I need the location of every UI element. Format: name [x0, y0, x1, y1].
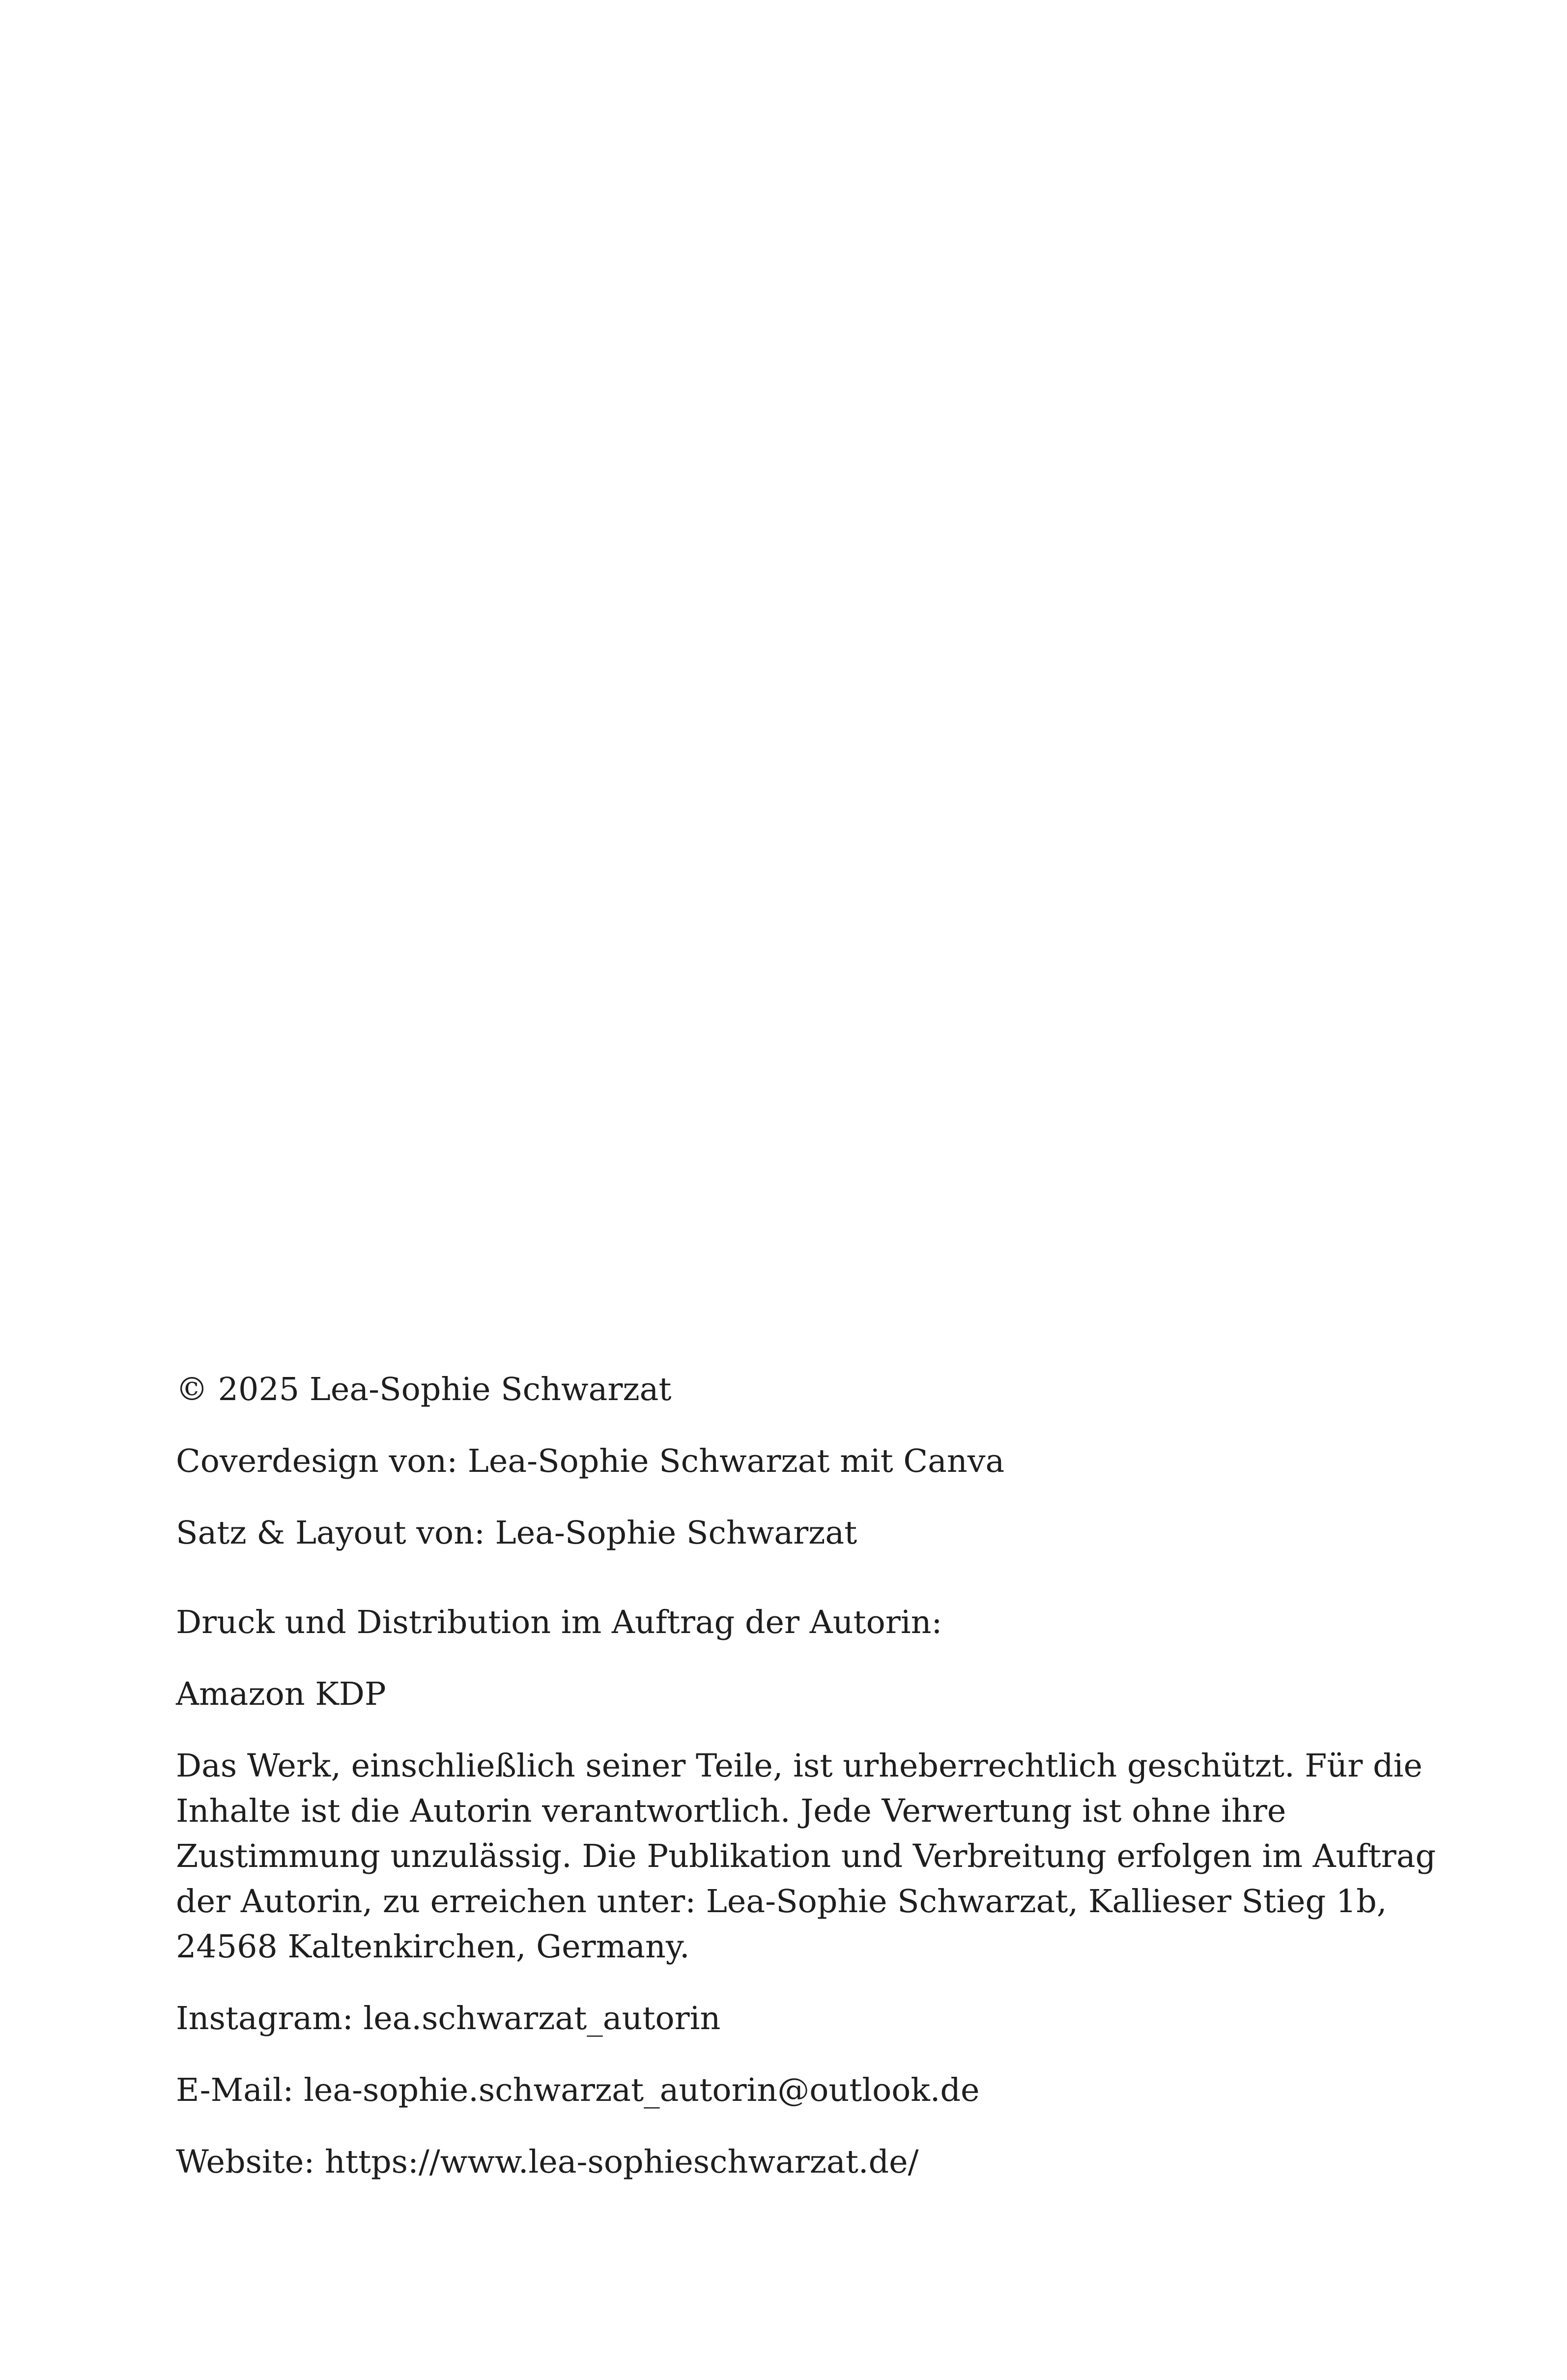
legal-notice — [176, 1744, 1436, 1970]
imprint-block — [176, 1367, 1436, 2185]
legal-notice-line: Das Werk, einschließlich seiner Teile, ist urheberrechtlich geschützt. Für die — [176, 1748, 1423, 1784]
legal-notice-line: Zustimmung unzulässig. Die Publikation und Verbreitung erfolgen im Auftrag — [176, 1838, 1436, 1875]
copyright-line: © 2025 Lea-Sophie Schwarzat — [176, 1371, 672, 1408]
email-contact: E-Mail: lea-sophie.schwarzat_autorin@outlook.de — [176, 2072, 980, 2109]
typesetting-credit: Satz & Layout von: Lea-Sophie Schwarzat — [176, 1515, 857, 1551]
legal-notice-line: Inhalte ist die Autorin verantwortlich. Jede Verwertung ist ohne ihre — [176, 1793, 1286, 1830]
website-contact: Website: https://www.lea-sophieschwarzat.de/ — [176, 2144, 919, 2180]
cover-design-credit: Coverdesign von: Lea-Sophie Schwarzat mit Canva — [176, 1443, 1005, 1480]
distributor-name: Amazon KDP — [176, 1676, 386, 1713]
legal-notice-line: 24568 Kaltenkirchen, Germany. — [176, 1928, 690, 1965]
distribution-label: Druck und Distribution im Auftrag der Autorin: — [176, 1604, 942, 1641]
instagram-contact: Instagram: lea.schwarzat_autorin — [176, 2000, 721, 2037]
legal-notice-line: der Autorin, zu erreichen unter: Lea-Sophie Schwarzat, Kallieser Stieg 1b, — [176, 1883, 1387, 1920]
